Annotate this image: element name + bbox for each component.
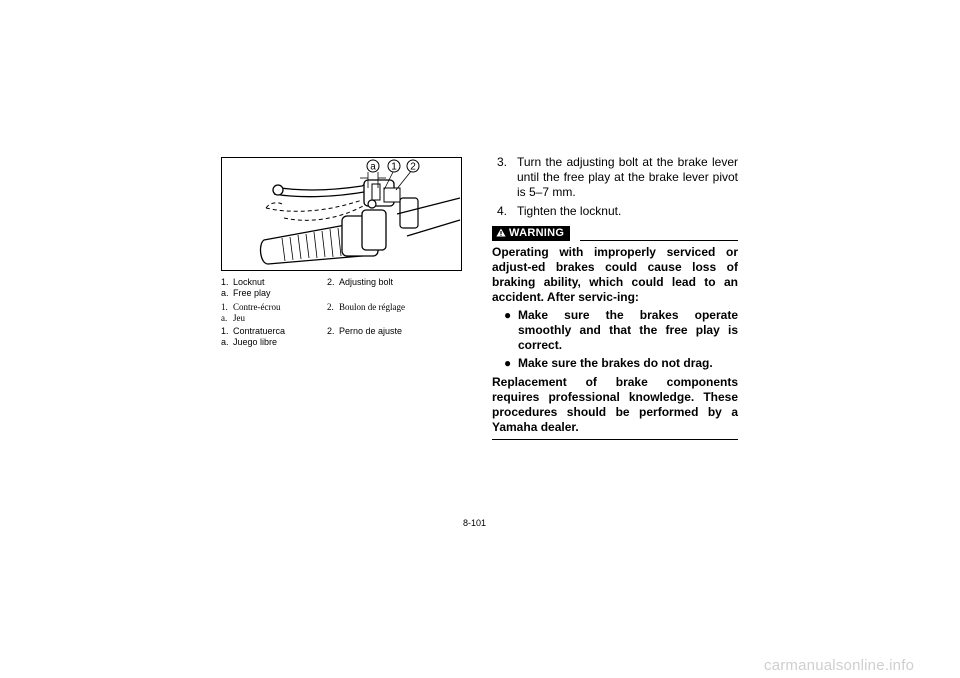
caption-contre-ecrou: Contre-écrou <box>233 302 281 312</box>
caption-num: 2. <box>327 277 335 287</box>
caption-free-play: Free play <box>233 288 271 298</box>
warning-rule <box>580 240 738 241</box>
callout-2-label: 2 <box>410 161 416 173</box>
instructions-column <box>492 155 738 440</box>
step-text: Turn the adjusting bolt at the brake lever until the free play at the brake lever pivot is 5–7 mm. <box>517 155 738 199</box>
step-text: Tighten the locknut. <box>517 204 622 218</box>
warning-bullet <box>492 356 738 371</box>
caption-num: a. <box>221 313 228 323</box>
step-number: 3. <box>497 155 508 169</box>
warning-bullet <box>492 308 738 353</box>
callout-a-label: a <box>370 161 376 173</box>
step-number: 4. <box>497 204 508 218</box>
page-number: 8-101 <box>463 518 487 528</box>
callout-1-label: 1 <box>391 161 397 173</box>
caption-jeu: Jeu <box>233 313 245 323</box>
warning-triangle-icon <box>496 228 506 237</box>
caption-adjusting-bolt: Adjusting bolt <box>339 277 394 287</box>
caption-perno-de-ajuste: Perno de ajuste <box>339 326 403 336</box>
warning-end-rule <box>492 439 738 440</box>
bullet-text: Make sure the brakes do not drag. <box>518 356 713 370</box>
bullet-dot: ● <box>504 308 512 322</box>
bullet-dot: ● <box>504 356 512 370</box>
warning-text: Operating with improperly serviced or adjust-ed brakes could cause loss of braking ability, which could lead to an accident. After servic-ing: <box>492 245 738 304</box>
brake-lever-illustration <box>222 158 461 270</box>
watermark: carmanualsonline.info <box>764 657 915 674</box>
warning-footer: Replacement of brake components requires professional knowledge. These procedures should be performed by a Yamaha dealer. <box>492 375 738 434</box>
caption-num: a. <box>221 288 229 298</box>
caption-juego-libre: Juego libre <box>233 337 278 347</box>
caption-contratuerca: Contratuerca <box>233 326 286 336</box>
caption-num: a. <box>221 337 229 347</box>
warning-header <box>492 225 738 243</box>
caption-boulon-de-reglage: Boulon de réglage <box>339 302 405 312</box>
step-4 <box>492 204 738 219</box>
caption-locknut: Locknut <box>233 277 265 287</box>
warning-badge <box>492 226 570 241</box>
caption-num: 2. <box>327 326 335 336</box>
caption-num: 2. <box>327 302 334 312</box>
caption-num: 1. <box>221 302 228 312</box>
step-3 <box>492 155 738 200</box>
caption-num: 1. <box>221 277 229 287</box>
caption-num: 1. <box>221 326 229 336</box>
bullet-text: Make sure the brakes operate smoothly and that the free play is correct. <box>518 308 738 352</box>
warning-label: WARNING <box>509 227 565 239</box>
brake-lever-figure <box>221 157 462 271</box>
